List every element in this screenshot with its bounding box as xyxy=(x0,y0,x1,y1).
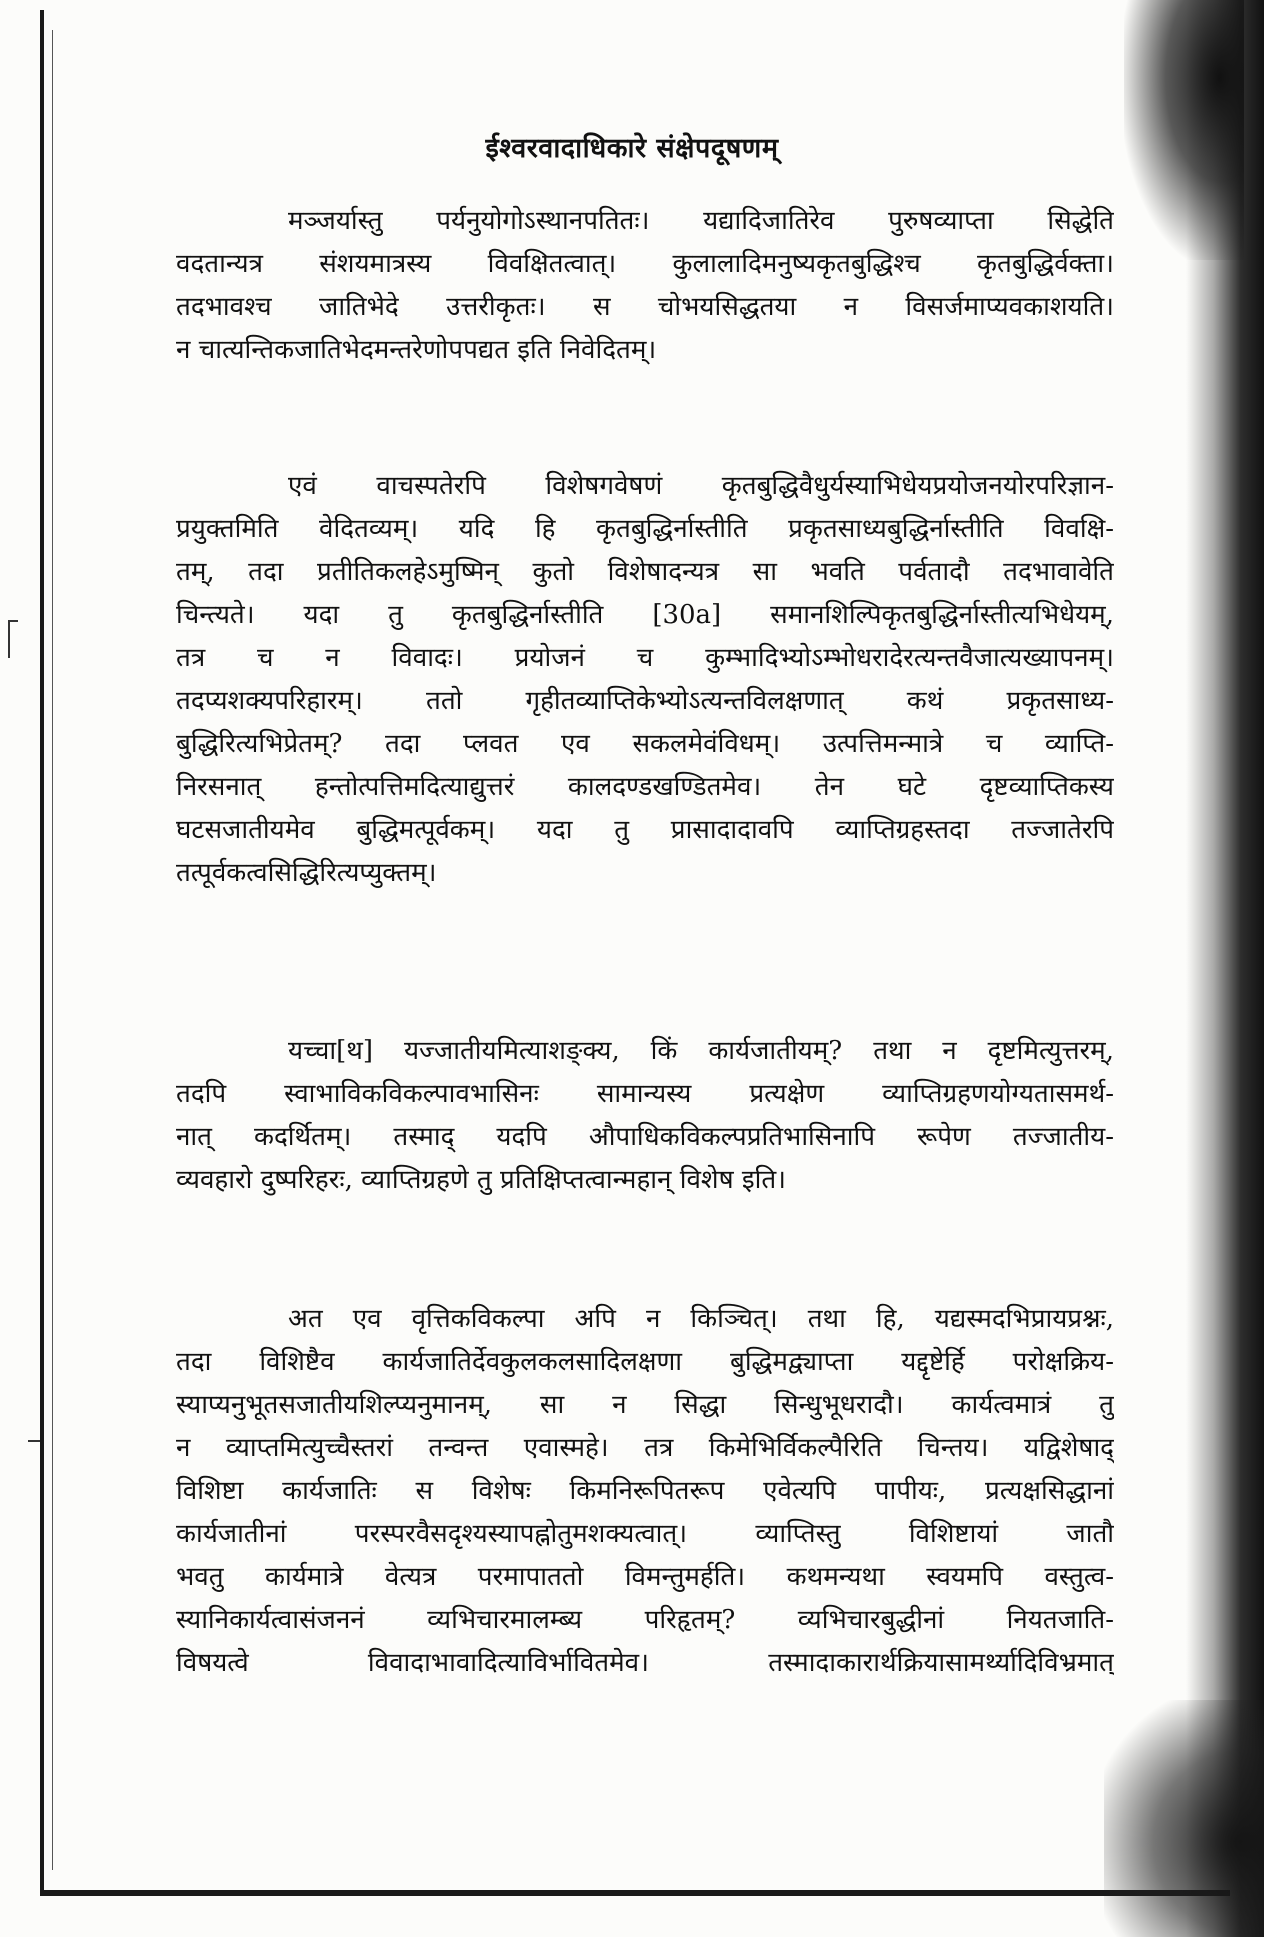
scan-bottom-right-smudge xyxy=(1104,1700,1264,1937)
text-line: अत एव वृत्तिकविकल्पा अपि न किञ्चित्। तथा हि, यद्यस्मदभिप्रायप्रश्नः, xyxy=(288,1304,1114,1334)
text-line: भवतु कार्यमात्रे वेत्यत्र परमापाततो विमन्तुमर्हति। कथमन्यथा स्वयमपि वस्तुत्व- xyxy=(176,1562,1114,1592)
paragraph-4 xyxy=(176,1298,1114,1685)
paragraph-2 xyxy=(176,465,1114,895)
text-line: बुद्धिरित्यभिप्रेतम्? तदा प्लवत एव सकलमेवंविधम्। उत्पत्तिमन्मात्रे च व्याप्ति- xyxy=(176,729,1114,759)
text-line: विशिष्टा कार्यजातिः स विशेषः किमनिरूपितरूप एवेत्यपि पापीयः, प्रत्यक्षसिद्धानां xyxy=(176,1476,1114,1506)
text-line: स्याप्यनुभूतसजातीयशिल्प्यनुमानम्, सा न सिद्धा सिन्धुभूधरादौ। कार्यत्वमात्रं तु xyxy=(176,1390,1114,1420)
text-line: चिन्त्यते। यदा तु कृतबुद्धिर्नास्तीति [30a] समानशिल्पिकृतबुद्धिर्नास्तीत्यभिधेयम्, xyxy=(176,600,1114,630)
text-line: यच्चा[थ] यज्जातीयमित्याशङ्क्य, किं कार्यजातीयम्? तथा न दृष्टमित्युत्तरम्, xyxy=(288,1036,1114,1066)
text-line: तत्पूर्वकत्वसिद्धिरित्यप्युक्तम्। xyxy=(176,858,437,888)
scan-left-inner-border xyxy=(52,30,53,1870)
text-line: न व्याप्तमित्युच्चैस्तरां तन्वन्त एवास्महे। तत्र किमेभिर्विकल्पैरिति चिन्तय। यद्विशेषाद् xyxy=(176,1433,1114,1463)
text-line: निरसनात् हन्तोत्पत्तिमदित्याद्युत्तरं कालदण्डखण्डितमेव। तेन घटे दृष्टव्याप्तिकस्य xyxy=(176,772,1114,802)
text-line: न चात्यन्तिकजातिभेदमन्तरेणोपपद्यत इति निवेदितम्। xyxy=(176,335,657,365)
text-line: स्यानिकार्यत्वासंजननं व्यभिचारमालम्ब्य परिहृतम्? व्यभिचारबुद्धीनां नियतजाति- xyxy=(176,1605,1114,1635)
text-line: प्रयुक्तमिति वेदितव्यम्। यदि हि कृतबुद्धिर्नास्तीति प्रकृतसाध्यबुद्धिर्नास्तीति विवक्षि- xyxy=(176,514,1114,544)
text-line: तम्, तदा प्रतीतिकलहेऽमुष्मिन् कुतो विशेषादन्यत्र सा भवति पर्वतादौ तदभावावेति xyxy=(176,557,1114,587)
text-line: मञ्जर्यास्तु पर्यनुयोगोऽस्थानपतितः। यद्यादिजातिरेव पुरुषव्याप्ता सिद्धेति xyxy=(288,206,1114,236)
paragraph-1 xyxy=(176,200,1114,372)
paragraph-3 xyxy=(176,1030,1114,1202)
text-line: तत्र च न विवादः। प्रयोजनं च कुम्भादिभ्योऽम्भोधरादेरत्यन्तवैजात्यख्यापनम्। xyxy=(176,643,1114,673)
text-line: वदतान्यत्र संशयमात्रस्य विवक्षितत्वात्। कुलालादिमनुष्यकृतबुद्धिश्च कृतबुद्धिर्वक्ता। xyxy=(176,249,1114,279)
text-line: तदपि स्वाभाविकविकल्पावभासिनः सामान्यस्य प्रत्यक्षेण व्याप्तिग्रहणयोग्यतासमर्थ- xyxy=(176,1079,1114,1109)
text-line: घटसजातीयमेव बुद्धिमत्पूर्वकम्। यदा तु प्रासादादावपि व्याप्तिग्रहस्तदा तज्जातेरपि xyxy=(176,815,1114,845)
text-line: तदभावश्च जातिभेदे उत्तरीकृतः। स चोभयसिद्धतया न विसर्जमाप्यवकाशयति। xyxy=(176,292,1114,322)
text-line: नात् कदर्थितम्। तस्माद् यदपि औपाधिकविकल्पप्रतिभासिनापि रूपेण तज्जातीय- xyxy=(176,1122,1114,1152)
text-line: तदप्यशक्यपरिहारम्। ततो गृहीतव्याप्तिकेभ्योऽत्यन्तविलक्षणात् कथं प्रकृतसाध्य- xyxy=(176,686,1114,716)
text-line: तदा विशिष्टैव कार्यजातिर्देवकुलकलसादिलक्षणा बुद्धिमद्व्याप्ता यद्दृष्टेर्हि परोक्षक्रिय- xyxy=(176,1347,1114,1377)
text-line: विषयत्वे विवादाभावादित्याविर्भावितमेव। तस्मादाकारार्थक्रियासामर्थ्यादिविभ्रमात् xyxy=(176,1648,1114,1678)
scan-bottom-border xyxy=(40,1890,1230,1896)
text-line: कार्यजातीनां परस्परवैसदृश्यस्यापह्नोतुमशक्यत्वात्। व्याप्तिस्तु विशिष्टायां जातौ xyxy=(176,1519,1114,1549)
text-line: व्यवहारो दुष्परिहरः, व्याप्तिग्रहणे तु प्रतिक्षिप्तत्वान्महान् विशेष इति। xyxy=(176,1165,787,1195)
scan-right-shadow xyxy=(1186,0,1264,1937)
scan-left-border xyxy=(40,10,44,1890)
scan-left-mark xyxy=(8,620,18,658)
text-line: एवं वाचस्पतेरपि विशेषगवेषणं कृतबुद्धिवैधुर्यस्याभिधेयप्रयोजनयोरपरिज्ञान- xyxy=(288,471,1114,501)
page-heading: ईश्वरवादाधिकारे संक्षेपदूषणम् xyxy=(485,133,779,164)
scan-left-tick xyxy=(28,1440,40,1442)
